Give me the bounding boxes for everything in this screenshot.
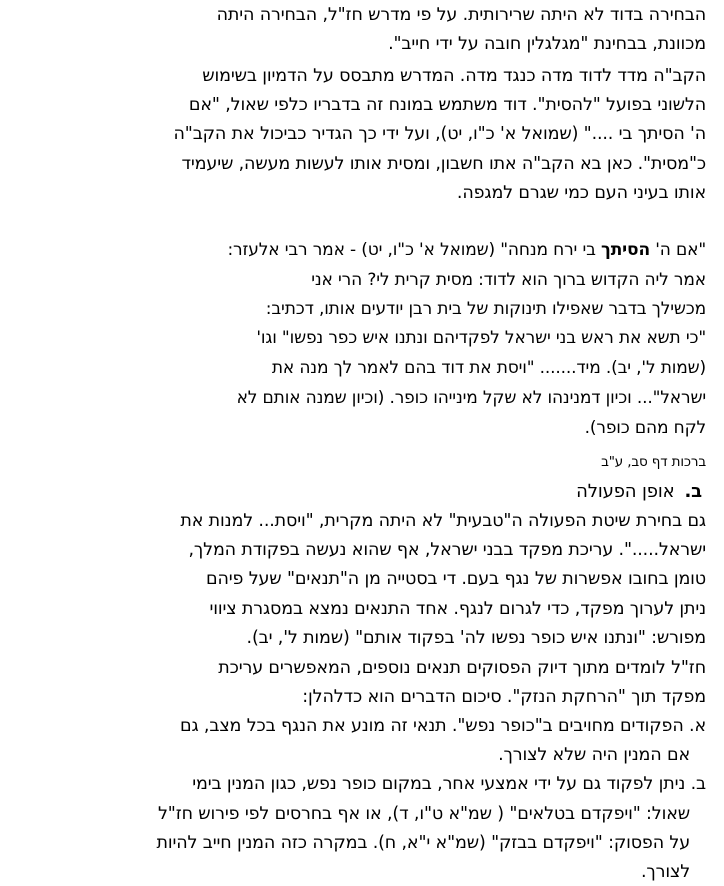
text-line: טומן בחובו אפשרות של נגף בעם. די בסטייה מן ה"תנאים" שעל פיהם xyxy=(206,569,706,589)
list-item-line: על הפסוק: "ויפקדם בבזק" (שמ"א י"א, ח). במקרה כזה המנין חייב להיות xyxy=(156,833,690,853)
text-line: הלשוני בפועל "להסית". דוד משתמש במונח זה בדבריו כלפי שאול, "אם xyxy=(188,95,706,115)
quote-source: ברכות דף סב, ע"ב xyxy=(601,454,706,470)
list-item-line: א. הפקודים מחויבים ב"כופר נפש". תנאי זה מונע את הנגף בכל מצב, גם xyxy=(180,716,706,736)
text-line: חז"ל לומדים מתוך דיוק הפסוקים תנאים נוספים, המאפשרים עריכת xyxy=(218,658,706,678)
section-heading xyxy=(576,480,702,504)
text-line: גם בחירת שיטת הפעולה ה"טבעית" לא היתה מקרית, "ויסת... למנות את xyxy=(180,511,706,531)
quote-line: מכשילך בדבר שאפילו תינוקות של בית רבן יודעים אותו, דכתיב: xyxy=(265,299,706,319)
list-item-line: אם המנין היה שלא לצורך. xyxy=(498,745,690,765)
text-line: הבחירה בדוד לא היתה שרירותית. על פי מדרש חז"ל, הבחירה היתה xyxy=(216,5,706,25)
text-line: מכוונת, בבחינת "מגלגלין חובה על ידי חייב". xyxy=(388,34,706,54)
list-item-line: ב. ניתן לפקוד גם על ידי אמצעי אחר, במקום כופר נפש, כגון המנין בימי xyxy=(192,774,706,794)
section-title: אופן הפעולה xyxy=(576,481,675,502)
quote-line: לקח מהם כופר). xyxy=(584,418,706,438)
text-line: מפקד תוך "הרחקת הנזק". סיכום הדברים הוא כדלהלן: xyxy=(302,687,706,707)
list-item-line: שאול: "ויפקדם בטלאים" ( שמ"א ט"ו, ד), או אף בחרסים לפי פירוש חז"ל xyxy=(158,804,690,824)
quote-keyword: הסיתך xyxy=(601,240,650,260)
section-number: ב. xyxy=(684,481,702,502)
text-line: אותו בעיני העם כמי שגרם למגפה. xyxy=(456,183,706,203)
text-line: כ"מסית". כאן בא הקב"ה אתו חשבון, ומסית אותו לעשות מעשה, שיעמיד xyxy=(181,154,706,174)
quote-line: (שמות ל', יב). מיד....... "ויסת את דוד בהם לאמר לך מנה את xyxy=(271,358,706,378)
quote-line: ישראל"... וכיון דמנינהו לא שקל מינייהו כופר. (וכיון שמנה אותם לא xyxy=(236,388,706,408)
quote-line: "אם ה' הסיתך בי ירח מנחה" (שמואל א' כ"ו, יט) - אמר רבי אלעזר: xyxy=(227,240,706,260)
text-line: ה' הסיתך בי ...." (שמואל א' כ"ו, יט), ועל ידי כך הגדיר כביכול את הקב"ה xyxy=(173,124,706,144)
quote-line: "כי תשא את ראש בני ישראל לפקדיהם ונתנו איש כפר נפשו" וגו' xyxy=(256,328,706,348)
text-line: מפורש: "ונתנו איש כופר נפשו לה' בפקוד אותם" (שמות ל', יב). xyxy=(246,628,706,648)
list-item-line: לצורך. xyxy=(640,862,690,882)
text-line: ישראל.....". עריכת מפקד בבני ישראל, אף שהוא נעשה בפקודת המלך, xyxy=(188,540,706,560)
quote-line: אמר ליה הקדוש ברוך הוא לדוד: מסית קרית לי? הרי אני xyxy=(311,270,706,290)
text-line: הקב"ה מדד לדוד מדה כנגד מדה. המדרש מתבסס על הדמיון בשימוש xyxy=(202,66,706,86)
text-line: ניתן לערוך מפקד, כדי לגרום לנגף. אחד התנאים נמצא במסגרת ציווי xyxy=(209,599,706,619)
